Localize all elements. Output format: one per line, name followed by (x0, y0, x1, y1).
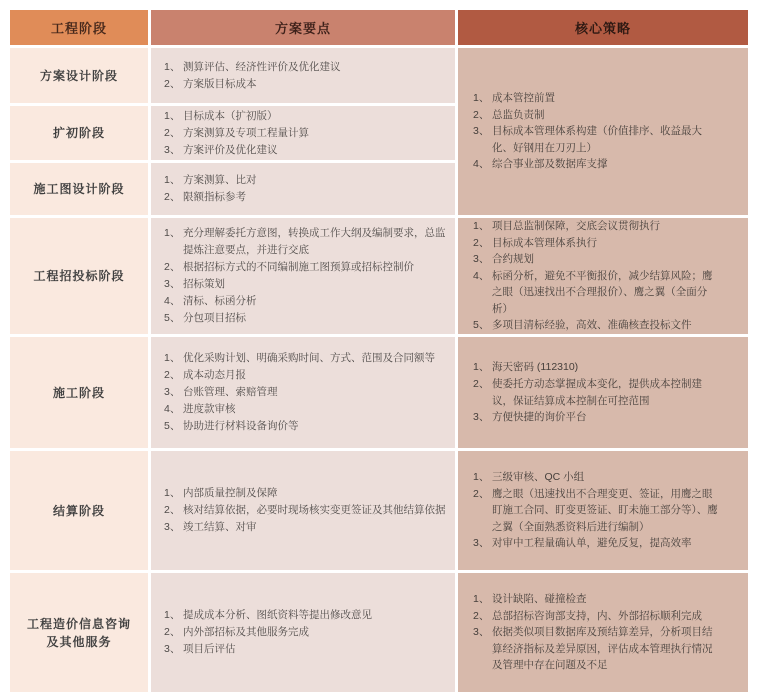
list-item-text: 台账管理、索赔管理 (183, 386, 278, 398)
list-item-number: 2、 (164, 369, 181, 381)
list-item-number: 2、 (473, 236, 490, 249)
strategy-cell-bidding (458, 218, 748, 334)
list-item (473, 235, 720, 252)
list-item-number: 3、 (164, 386, 181, 398)
list-item-text: 协助进行材料设备询价等 (183, 420, 299, 432)
list-item (473, 218, 720, 235)
list-item-number: 5、 (473, 319, 490, 332)
phase-cell-construction-drawing: 施工图设计阶段 (10, 163, 148, 215)
list-item-number: 2、 (164, 77, 181, 90)
project-phase-strategy-table (10, 10, 748, 692)
list-item-text: 综合事业部及数据库支撑 (492, 158, 608, 171)
phase-cell-construction: 施工阶段 (10, 337, 148, 448)
list-item-number: 2、 (164, 126, 181, 139)
list-item-number: 1、 (164, 109, 181, 122)
list-item-text: 目标成本管理体系执行 (492, 236, 597, 249)
list-item (164, 172, 449, 189)
list-item (473, 624, 720, 674)
list-item (473, 469, 720, 486)
list-item (164, 401, 449, 418)
list-item (164, 519, 449, 536)
list-item-number: 1、 (473, 361, 490, 374)
list-item (164, 108, 449, 125)
list-item-text: 合约规划 (492, 253, 534, 266)
list-item-text: 进度款审核 (183, 403, 236, 415)
list-item-number: 1、 (473, 593, 490, 606)
list-item (164, 607, 449, 624)
points-cell-construction (151, 337, 455, 448)
list-item-text: 测算评估、经济性评价及优化建议 (183, 60, 341, 73)
list-item (473, 486, 720, 536)
phase-cell-scheme-design: 方案设计阶段 (10, 48, 148, 103)
list-item-text: 方案测算、比对 (183, 174, 257, 186)
header-core-strategy: 核心策略 (458, 10, 748, 45)
list-item-number: 2、 (473, 487, 490, 500)
list-item-text: 内外部招标及其他服务完成 (183, 626, 309, 638)
list-item-number: 3、 (164, 278, 181, 290)
list-item-text: 成本动态月报 (183, 369, 246, 381)
list-item-number: 3、 (164, 143, 181, 156)
list-item-number: 2、 (473, 377, 490, 390)
list-item-number: 3、 (473, 626, 490, 639)
list-item-number: 2、 (164, 626, 181, 638)
list-item-text: 目标成本（扩初版） (183, 109, 278, 122)
list-item-text: 依据类似项目数据库及预结算差异，分析项目结算经济指标及差异原因，评估成本管理执行情况及管理中存在问题及不足 (492, 626, 713, 672)
list-item-text: 清标、标函分析 (183, 295, 257, 307)
list-item-text: 三级审核、QC 小组 (492, 471, 585, 484)
list-item (473, 107, 720, 124)
list-item-text: 目标成本管理体系构建（价值排序、收益最大化、好钢用在刀刃上） (492, 125, 702, 154)
list-item-text: 招标策划 (183, 278, 225, 290)
list-item (473, 90, 720, 107)
list-item (473, 535, 720, 552)
strategy-cell-design-phases-merged (458, 48, 748, 215)
list-item-number: 5、 (164, 312, 181, 324)
list-item-number: 1、 (473, 219, 490, 232)
list-item (164, 293, 449, 310)
list-item-number: 1、 (164, 487, 181, 499)
list-item-number: 4、 (164, 295, 181, 307)
list-item-text: 方案测算及专项工程量计算 (183, 126, 309, 139)
points-cell-settlement (151, 451, 455, 570)
list-item (164, 142, 449, 159)
list-item-text: 竣工结算、对审 (183, 521, 257, 533)
list-item (164, 189, 449, 206)
phase-cell-info-consulting: 工程造价信息咨询及其他服务 (10, 573, 148, 692)
list-item (164, 125, 449, 142)
list-item (473, 268, 720, 318)
list-item-text: 鹰之眼（迅速找出不合理变更、签证，用鹰之眼盯施工合同、盯变更签证、盯未施工部分等）、鹰之翼（全面熟悉资料后进行编制） (492, 487, 718, 533)
list-item-text: 项目后评估 (183, 643, 236, 655)
list-item (164, 624, 449, 641)
phase-cell-preliminary-design: 扩初阶段 (10, 106, 148, 160)
list-item-number: 4、 (473, 269, 490, 282)
list-item (164, 384, 449, 401)
list-item (164, 350, 449, 367)
list-item (473, 123, 720, 156)
list-item-text: 提成成本分析、图纸资料等提出修改意见 (183, 609, 372, 621)
list-item-number: 3、 (473, 253, 490, 266)
list-item-text: 成本管控前置 (492, 92, 555, 105)
phase-cell-bidding: 工程招投标阶段 (10, 218, 148, 334)
list-item-text: 方便快捷的询价平台 (492, 411, 587, 424)
list-item-text: 标函分析，避免不平衡报价，减少结算风险；鹰之眼（迅速找出不合理报价）、鹰之翼（全面分析） (492, 269, 713, 315)
list-item-text: 限额指标参考 (183, 191, 246, 203)
list-item-text: 分包项目招标 (183, 312, 246, 324)
list-item-number: 3、 (164, 521, 181, 533)
points-cell-scheme-design (151, 48, 455, 103)
list-item (473, 156, 720, 173)
list-item-number: 2、 (473, 609, 490, 622)
header-scheme-points: 方案要点 (151, 10, 455, 45)
strategy-cell-construction (458, 337, 748, 448)
list-item-text: 对审中工程量确认单，避免反复，提高效率 (492, 537, 692, 550)
list-item-text: 总部招标咨询部支持，内、外部招标顺利完成 (492, 609, 702, 622)
list-item-number: 2、 (473, 108, 490, 121)
list-item-text: 总监负责制 (492, 108, 545, 121)
points-cell-bidding (151, 218, 455, 334)
list-item-text: 多项目清标经验，高效、准确核查投标文件 (492, 319, 692, 332)
list-item-number: 1、 (164, 174, 181, 186)
list-item (164, 641, 449, 658)
list-item (473, 359, 720, 376)
list-item-text: 核对结算依据，必要时现场核实变更签证及其他结算依据 (183, 504, 446, 516)
phase-cell-settlement: 结算阶段 (10, 451, 148, 570)
list-item-number: 4、 (164, 403, 181, 415)
list-item-text: 项目总监制保障，交底会议贯彻执行 (492, 219, 660, 232)
list-item-number: 1、 (164, 60, 181, 73)
list-item (164, 276, 449, 293)
list-item-number: 3、 (473, 411, 490, 424)
list-item-number: 4、 (473, 158, 490, 171)
list-item-number: 2、 (164, 261, 181, 273)
list-item (164, 59, 449, 76)
list-item (473, 608, 720, 625)
list-item-number: 1、 (164, 352, 181, 364)
list-item-text: 设计缺陷、碰撞检查 (492, 593, 587, 606)
list-item (473, 591, 720, 608)
list-item (473, 376, 720, 409)
list-item-number: 1、 (164, 609, 181, 621)
list-item-number: 3、 (473, 125, 490, 138)
list-item (473, 251, 720, 268)
list-item (473, 409, 720, 426)
list-item (473, 317, 720, 334)
list-item-number: 3、 (473, 537, 490, 550)
list-item (164, 418, 449, 435)
list-item (164, 310, 449, 327)
list-item-number: 1、 (473, 92, 490, 105)
list-item-text: 海天密码 (112310) (492, 361, 579, 374)
header-project-phase: 工程阶段 (10, 10, 148, 45)
list-item-text: 优化采购计划、明确采购时间、方式、范围及合同额等 (183, 352, 435, 364)
points-cell-info-consulting (151, 573, 455, 692)
list-item (164, 76, 449, 93)
list-item-text: 根据招标方式的不同编制施工图预算或招标控制价 (183, 261, 414, 273)
list-item (164, 367, 449, 384)
list-item (164, 485, 449, 502)
list-item-text: 内部质量控制及保障 (183, 487, 278, 499)
points-cell-construction-drawing (151, 163, 455, 215)
list-item-text: 使委托方动态掌握成本变化，提供成本控制建议，保证结算成本控制在可控范围 (492, 377, 702, 407)
points-cell-preliminary-design (151, 106, 455, 160)
list-item-number: 3、 (164, 643, 181, 655)
list-item-text: 充分理解委托方意图，转换成工作大纲及编制要求，总监提炼注意要点，并进行交底 (183, 227, 446, 256)
strategy-cell-settlement (458, 451, 748, 570)
list-item-number: 1、 (473, 471, 490, 484)
list-item-number: 2、 (164, 191, 181, 203)
list-item-number: 2、 (164, 504, 181, 516)
list-item (164, 259, 449, 276)
list-item (164, 502, 449, 519)
list-item (164, 225, 449, 259)
list-item-text: 方案评价及优化建议 (183, 143, 278, 156)
list-item-number: 1、 (164, 227, 181, 239)
list-item-text: 方案版目标成本 (183, 77, 257, 90)
strategy-cell-info-consulting (458, 573, 748, 692)
list-item-number: 5、 (164, 420, 181, 432)
